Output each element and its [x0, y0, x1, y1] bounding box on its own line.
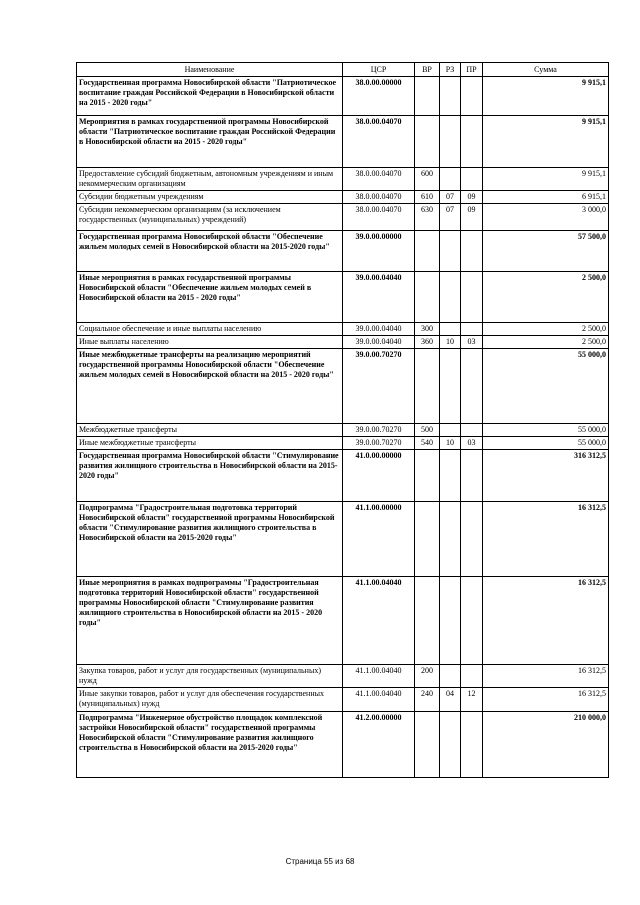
cell-name: Государственная программа Новосибирской области "Стимулирование развития жилищного строительства в Новосибирской области на 2015-2020 годы"	[77, 450, 343, 502]
table-row	[77, 712, 609, 778]
header-csr: ЦСР	[343, 63, 415, 77]
cell-rz: 07	[440, 204, 461, 231]
cell-name: Иные закупки товаров, работ и услуг для обеспечения государственных (муниципальных) нужд	[77, 688, 343, 712]
cell-name: Субсидии некоммерческим организациям (за исключением государственных (муниципальных) учреждений)	[77, 204, 343, 231]
cell-sum: 9 915,1	[483, 168, 609, 191]
cell-name: Предоставление субсидий бюджетным, автономным учреждениям и иным некоммерческим организациям	[77, 168, 343, 191]
header-pr: ПР	[461, 63, 483, 77]
cell-name: Закупка товаров, работ и услуг для государственных (муниципальных) нужд	[77, 665, 343, 688]
cell-csr: 38.0.00.04070	[343, 204, 415, 231]
table-row	[77, 77, 609, 116]
cell-name: Подпрограмма "Градостроительная подготовка территорий Новосибирской области" государственной программы Новосибирской области "Стимулирование развития жилищного строительства в Новосибирской области на 2015-2020 годы"	[77, 502, 343, 577]
cell-vr: 610	[415, 191, 440, 204]
cell-vr	[415, 450, 440, 502]
cell-vr: 240	[415, 688, 440, 712]
cell-rz: 10	[440, 336, 461, 349]
cell-vr: 200	[415, 665, 440, 688]
table-row	[77, 577, 609, 665]
cell-rz: 10	[440, 437, 461, 450]
table-row	[77, 450, 609, 502]
cell-pr	[461, 577, 483, 665]
cell-name: Иные мероприятия в рамках подпрограммы "Градостроительная подготовка территорий Новосибирской области" государственной программы Новосибирской области "Стимулирование развития жилищного строительства в Новосибирской области на 2015 - 2020 годы"	[77, 577, 343, 665]
cell-pr: 09	[461, 191, 483, 204]
cell-name: Иные межбюджетные трансферты	[77, 437, 343, 450]
cell-sum: 316 312,5	[483, 450, 609, 502]
cell-pr: 03	[461, 336, 483, 349]
table-row	[77, 168, 609, 191]
cell-vr	[415, 116, 440, 168]
cell-rz	[440, 502, 461, 577]
cell-pr	[461, 168, 483, 191]
cell-pr	[461, 116, 483, 168]
cell-name: Субсидии бюджетным учреждениям	[77, 191, 343, 204]
cell-pr	[461, 424, 483, 437]
cell-sum: 55 000,0	[483, 424, 609, 437]
cell-name: Иные выплаты населению	[77, 336, 343, 349]
cell-name: Социальное обеспечение и иные выплаты населению	[77, 323, 343, 336]
cell-pr	[461, 323, 483, 336]
cell-vr: 300	[415, 323, 440, 336]
table-row	[77, 231, 609, 272]
cell-rz: 07	[440, 191, 461, 204]
cell-csr: 39.0.00.04040	[343, 336, 415, 349]
table-row	[77, 424, 609, 437]
cell-csr: 41.1.00.04040	[343, 688, 415, 712]
table-row	[77, 349, 609, 424]
cell-name: Иные межбюджетные трансферты на реализацию мероприятий государственной программы Новосибирской области "Обеспечение жильем молодых семей в Новосибирской области на 2015 - 2020 годы"	[77, 349, 343, 424]
cell-sum: 3 000,0	[483, 204, 609, 231]
cell-rz	[440, 424, 461, 437]
table-row	[77, 688, 609, 712]
table-row	[77, 437, 609, 450]
cell-name: Межбюджетные трансферты	[77, 424, 343, 437]
cell-name: Государственная программа Новосибирской области "Обеспечение жильем молодых семей в Новосибирской области на 2015-2020 годы"	[77, 231, 343, 272]
cell-name: Подпрограмма "Инженерное обустройство площадок комплексной застройки Новосибирской области" государственной программы Новосибирской области "Стимулирование развития жилищного строительства в Новосибирской области на 2015-2020 годы"	[77, 712, 343, 778]
table-row	[77, 191, 609, 204]
cell-vr	[415, 272, 440, 323]
cell-csr: 41.1.00.04040	[343, 577, 415, 665]
cell-rz	[440, 168, 461, 191]
cell-rz: 04	[440, 688, 461, 712]
cell-vr: 360	[415, 336, 440, 349]
cell-rz	[440, 77, 461, 116]
cell-vr	[415, 577, 440, 665]
table-row	[77, 116, 609, 168]
table-row	[77, 323, 609, 336]
cell-sum: 2 500,0	[483, 336, 609, 349]
header-vr: ВР	[415, 63, 440, 77]
cell-csr: 41.1.00.04040	[343, 665, 415, 688]
cell-pr	[461, 231, 483, 272]
cell-vr	[415, 349, 440, 424]
cell-rz	[440, 231, 461, 272]
cell-vr: 630	[415, 204, 440, 231]
cell-csr: 39.0.00.04040	[343, 272, 415, 323]
table-header-row	[77, 63, 609, 77]
table-row	[77, 336, 609, 349]
cell-name: Мероприятия в рамках государственной программы Новосибирской области "Патриотическое воспитание граждан Российской Федерации в Новосибирской области на 2015 - 2020 годы"	[77, 116, 343, 168]
cell-csr: 41.1.00.00000	[343, 502, 415, 577]
cell-vr	[415, 231, 440, 272]
cell-name: Государственная программа Новосибирской области "Патриотическое воспитание граждан Российской Федерации в Новосибирской области на 2015 - 2020 годы"	[77, 77, 343, 116]
cell-pr: 03	[461, 437, 483, 450]
cell-vr	[415, 502, 440, 577]
cell-pr	[461, 712, 483, 778]
cell-rz	[440, 323, 461, 336]
cell-sum: 16 312,5	[483, 688, 609, 712]
cell-pr	[461, 77, 483, 116]
cell-csr: 41.2.00.00000	[343, 712, 415, 778]
cell-rz	[440, 272, 461, 323]
cell-csr: 38.0.00.04070	[343, 191, 415, 204]
cell-pr	[461, 349, 483, 424]
table-row	[77, 272, 609, 323]
cell-csr: 39.0.00.00000	[343, 231, 415, 272]
cell-sum: 2 500,0	[483, 272, 609, 323]
cell-vr: 500	[415, 424, 440, 437]
cell-sum: 9 915,1	[483, 116, 609, 168]
table-row	[77, 665, 609, 688]
cell-pr	[461, 502, 483, 577]
cell-rz	[440, 349, 461, 424]
cell-sum: 16 312,5	[483, 577, 609, 665]
cell-csr: 38.0.00.00000	[343, 77, 415, 116]
cell-sum: 9 915,1	[483, 77, 609, 116]
cell-vr: 540	[415, 437, 440, 450]
cell-sum: 57 500,0	[483, 231, 609, 272]
cell-csr: 39.0.00.04040	[343, 323, 415, 336]
cell-vr: 600	[415, 168, 440, 191]
cell-rz	[440, 450, 461, 502]
table-row	[77, 204, 609, 231]
cell-pr: 12	[461, 688, 483, 712]
table-row	[77, 502, 609, 577]
cell-pr	[461, 450, 483, 502]
cell-csr: 39.0.00.70270	[343, 424, 415, 437]
cell-sum: 55 000,0	[483, 349, 609, 424]
cell-rz	[440, 116, 461, 168]
header-sum: Сумма	[483, 63, 609, 77]
cell-csr: 41.0.00.00000	[343, 450, 415, 502]
cell-rz	[440, 577, 461, 665]
cell-rz	[440, 712, 461, 778]
cell-csr: 38.0.00.04070	[343, 168, 415, 191]
cell-pr: 09	[461, 204, 483, 231]
cell-sum: 6 915,1	[483, 191, 609, 204]
cell-sum: 2 500,0	[483, 323, 609, 336]
cell-csr: 38.0.00.04070	[343, 116, 415, 168]
cell-rz	[440, 665, 461, 688]
cell-csr: 39.0.00.70270	[343, 349, 415, 424]
budget-table	[76, 62, 609, 778]
cell-name: Иные мероприятия в рамках государственной программы Новосибирской области "Обеспечение жильем молодых семей в Новосибирской области на 2015 - 2020 годы"	[77, 272, 343, 323]
cell-pr	[461, 272, 483, 323]
cell-sum: 55 000,0	[483, 437, 609, 450]
cell-vr	[415, 712, 440, 778]
header-rz: РЗ	[440, 63, 461, 77]
cell-vr	[415, 77, 440, 116]
cell-csr: 39.0.00.70270	[343, 437, 415, 450]
cell-pr	[461, 665, 483, 688]
cell-sum: 16 312,5	[483, 665, 609, 688]
cell-sum: 16 312,5	[483, 502, 609, 577]
cell-sum: 210 000,0	[483, 712, 609, 778]
page-footer: Страница 55 из 68	[285, 857, 355, 866]
header-name: Наименование	[77, 63, 343, 77]
